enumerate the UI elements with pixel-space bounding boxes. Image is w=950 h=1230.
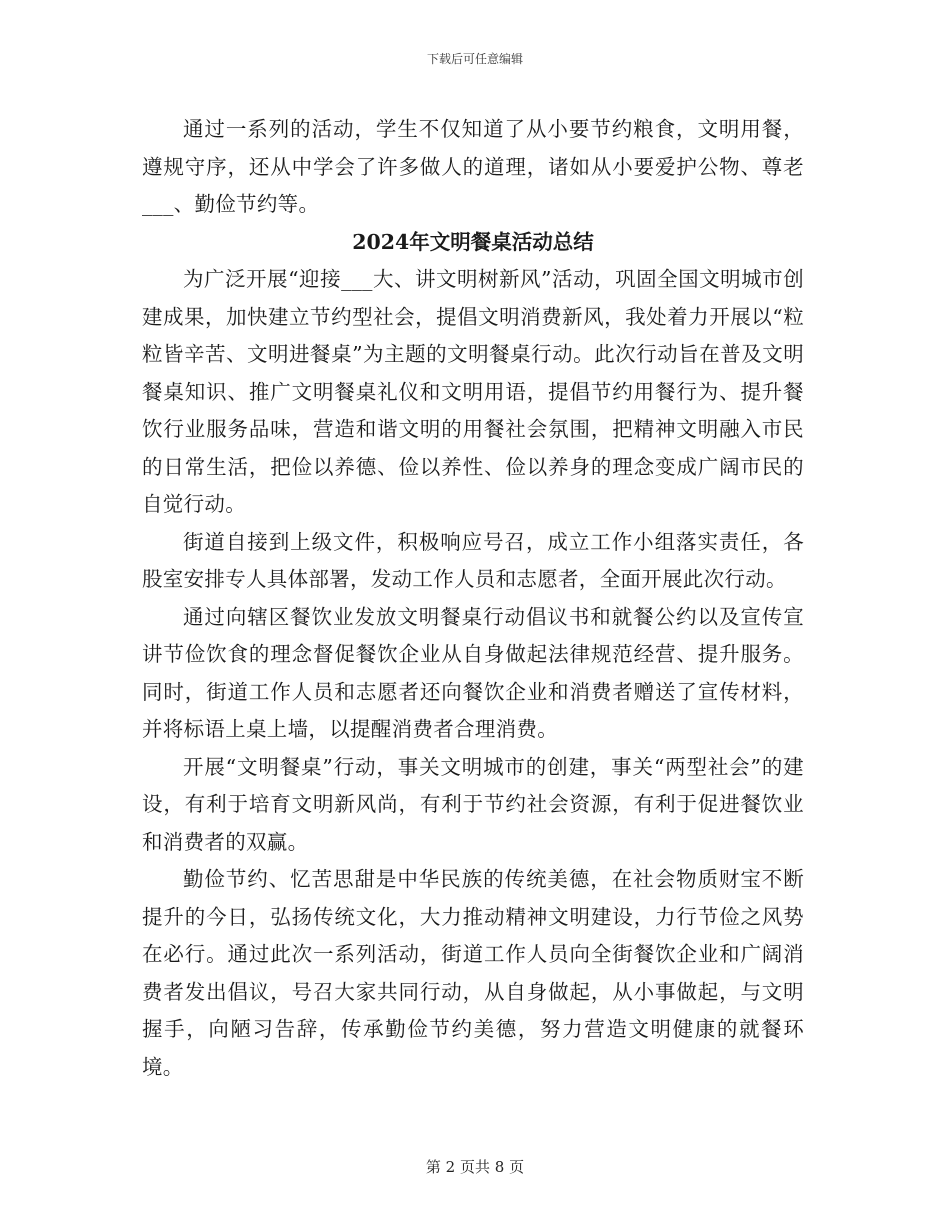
paragraph-1: 为广泛开展“迎接___大、讲文明树新风”活动，巩固全国文明城市创建成果，加快建立节约型社会，提倡文明消费新风，我处着力开展以“粒粒皆辛苦、文明进餐桌”为主题的文明餐桌行动。此次行动旨在普及文明餐桌知识、推广文明餐桌礼仪和文明用语，提倡节约用餐行为、提升餐饮行业服务品味，营造和谐文明的用餐社会氛围，把精神文明融入市民的日常生活，把俭以养德、俭以养性、俭以养身的理念变成广阔市民的自觉行动。 <box>142 267 804 516</box>
intro-paragraph: 通过一系列的活动，学生不仅知道了从小要节约粮食，文明用餐，遵规守序，还从中学会了许多做人的道理，诸如从小要爱护公物、尊老___、勤俭节约等。 <box>142 117 804 216</box>
paragraph-4: 开展“文明餐桌”行动，事关文明城市的创建，事关“两型社会”的建设，有利于培育文明新风尚，有利于节约社会资源，有利于促进餐饮业和消费者的双赢。 <box>142 754 804 854</box>
paragraph-5: 勤俭节约、忆苦思甜是中华民族的传统美德，在社会物质财宝不断提升的今日，弘扬传统文化，大力推动精神文明建设，力行节俭之风势在必行。通过此次一系列活动，街道工作人员向全街餐饮企业和广阔消费者发出倡议，号召大家共同行动，从自身做起，从小事做起，与文明握手，向陋习告辞，传承勤俭节约美德，努力营造文明健康的就餐环境。 <box>142 867 804 1079</box>
document-title: 2024年文明餐桌活动总结 <box>352 229 594 254</box>
page-header: 下载后可任意编辑 <box>426 52 523 66</box>
page-footer: 第 2 页共 8 页 <box>425 1158 525 1176</box>
paragraph-2: 街道自接到上级文件，积极响应号召，成立工作小组落实责任，各股室安排专人具体部署，发动工作人员和志愿者，全面开展此次行动。 <box>142 529 804 591</box>
paragraph-3: 通过向辖区餐饮业发放文明餐桌行动倡议书和就餐公约以及宣传宣讲节俭饮食的理念督促餐饮企业从自身做起法律规范经营、提升服务。同时，街道工作人员和志愿者还向餐饮企业和消费者赠送了宣传材料，并将标语上桌上墙，以提醒消费者合理消费。 <box>142 604 804 741</box>
document-body <box>142 111 804 1086</box>
